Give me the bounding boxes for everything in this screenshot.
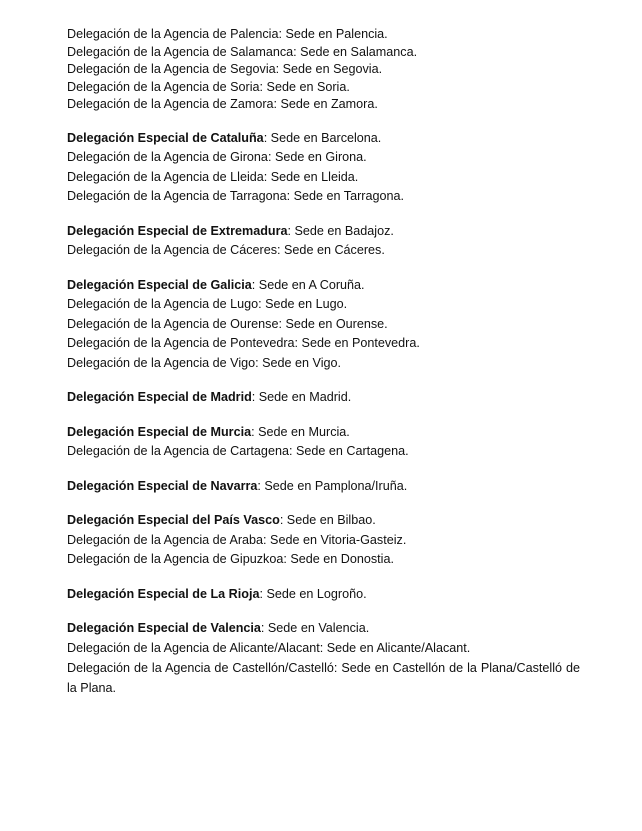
delegation-text: : Sede en Badajoz.	[287, 223, 394, 238]
delegation-heading-line	[67, 619, 580, 639]
delegation-line	[67, 639, 580, 659]
delegation-group-murcia	[67, 423, 580, 462]
delegation-group-navarra	[67, 477, 580, 497]
delegation-text: : Sede en Logroño.	[259, 586, 367, 601]
delegation-text: Delegación de la Agencia de Cáceres: Sede en Cáceres.	[67, 243, 385, 257]
delegation-line	[67, 334, 580, 354]
delegation-line	[67, 187, 580, 207]
delegation-line	[67, 148, 580, 168]
delegation-text: : Sede en Bilbao.	[279, 513, 376, 527]
delegation-text: Delegación de la Agencia de Ourense: Sede en Ourense.	[67, 316, 388, 331]
delegation-special-name: Delegación Especial de Navarra	[67, 478, 258, 493]
delegation-group-cataluna	[67, 129, 580, 207]
delegation-line	[67, 442, 580, 462]
delegation-line	[67, 26, 580, 44]
delegation-text: : Sede en Pamplona/Iruña.	[257, 478, 408, 493]
delegation-text: Delegación de la Agencia de Pontevedra: Sede en Pontevedra.	[67, 336, 420, 350]
delegation-group-pais-vasco	[67, 511, 580, 570]
delegation-text: Delegación de la Agencia de Vigo: Sede en Vigo.	[67, 355, 342, 370]
delegation-line	[67, 550, 580, 570]
delegation-line	[67, 241, 580, 261]
delegation-text: Delegación de la Agencia de Lleida: Sede en Lleida.	[67, 169, 359, 184]
delegation-text: Delegación de la Agencia de Salamanca: Sede en Salamanca.	[67, 44, 418, 59]
delegation-group-galicia	[67, 276, 580, 374]
delegation-group-madrid	[67, 388, 580, 408]
delegation-text: : Sede en Valencia.	[260, 621, 370, 635]
delegation-heading-line	[67, 129, 580, 149]
delegation-group-la-rioja	[67, 585, 580, 605]
delegation-text: Delegación de la Agencia de Palencia: Sede en Palencia.	[67, 27, 388, 41]
delegation-line	[67, 315, 580, 335]
delegation-special-name: Delegación Especial del País Vasco	[67, 513, 280, 527]
delegation-text: Delegación de la Agencia de Alicante/Alacant: Sede en Alicante/Alacant.	[67, 640, 471, 655]
delegation-heading-line	[67, 423, 580, 443]
delegation-text: Delegación de la Agencia de Soria: Sede en Soria.	[67, 79, 350, 94]
delegation-line	[67, 295, 580, 315]
delegation-text: Delegación de la Agencia de Girona: Sede en Girona.	[67, 150, 367, 164]
delegation-special-name: Delegación Especial de Extremadura	[67, 223, 288, 238]
document-page	[67, 26, 580, 713]
delegation-line	[67, 79, 580, 97]
delegation-text: Delegación de la Agencia de Castellón/Castelló: Sede en Castellón de la Plana/Castelló de la Plana.	[67, 661, 580, 695]
delegation-special-name: Delegación Especial de Valencia	[67, 621, 261, 635]
delegation-special-name: Delegación Especial de Murcia	[67, 424, 252, 439]
delegation-line	[67, 658, 580, 698]
delegation-heading-line	[67, 388, 580, 408]
delegation-text: Delegación de la Agencia de Segovia: Sede en Segovia.	[67, 62, 383, 76]
delegation-text: Delegación de la Agencia de Lugo: Sede en Lugo.	[67, 297, 348, 311]
delegation-text: : Sede en Madrid.	[251, 390, 352, 404]
delegation-text: Delegación de la Agencia de Araba: Sede en Vitoria-Gasteiz.	[67, 532, 407, 547]
delegation-heading-line	[67, 222, 580, 242]
delegation-heading-line	[67, 511, 580, 531]
delegation-group-valencia	[67, 619, 580, 698]
delegation-heading-line	[67, 276, 580, 296]
delegation-group-castilla-leon-cont	[67, 26, 580, 114]
delegation-line	[67, 531, 580, 551]
delegation-special-name: Delegación Especial de Cataluña	[67, 130, 264, 145]
delegation-special-name: Delegación Especial de La Rioja	[67, 586, 260, 601]
delegation-text: : Sede en Murcia.	[251, 424, 350, 439]
delegation-line	[67, 96, 580, 114]
delegation-text: Delegación de la Agencia de Gipuzkoa: Sede en Donostia.	[67, 552, 394, 566]
delegation-heading-line	[67, 477, 580, 497]
delegation-text: Delegación de la Agencia de Cartagena: Sede en Cartagena.	[67, 444, 409, 458]
delegation-line	[67, 61, 580, 79]
delegation-text: Delegación de la Agencia de Zamora: Sede en Zamora.	[67, 97, 378, 111]
delegation-text: : Sede en A Coruña.	[251, 277, 365, 292]
delegation-text: : Sede en Barcelona.	[263, 130, 382, 145]
delegation-special-name: Delegación Especial de Madrid	[67, 390, 252, 404]
delegation-heading-line	[67, 585, 580, 605]
delegation-line	[67, 354, 580, 374]
delegation-special-name: Delegación Especial de Galicia	[67, 277, 252, 292]
delegation-group-extremadura	[67, 222, 580, 261]
delegation-line	[67, 44, 580, 62]
delegation-line	[67, 168, 580, 188]
delegation-text: Delegación de la Agencia de Tarragona: Sede en Tarragona.	[67, 189, 405, 203]
